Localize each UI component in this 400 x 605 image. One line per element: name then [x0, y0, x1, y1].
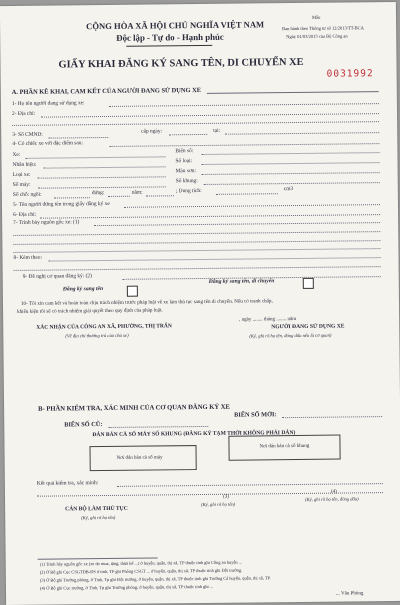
registered-owner-label: 5- Tên người đứng tên trong giấy đăng ký xe — [12, 200, 110, 208]
commitment-line-2: khiếu kiện tôi sẽ có trách nhiệm giải quyết theo quy định của pháp luật. — [17, 307, 163, 315]
registered-address-label: 6- Địa chỉ: — [13, 211, 37, 218]
frame-number-label: Số khung: — [175, 178, 198, 185]
transfer-option-label: Đăng ký sang tên — [62, 286, 104, 293]
new-plate-field[interactable] — [282, 416, 382, 418]
police-confirmation-note: (Về địa chỉ thường trú của chủ xe) — [65, 332, 129, 339]
footnote-rule — [38, 557, 158, 559]
transfer-move-checkbox[interactable] — [303, 278, 314, 289]
seats-sitting-label: Số chỗ: ngồi: — [12, 191, 42, 198]
id-issued-place-label: tại: — [213, 127, 221, 134]
seats-sitting-field[interactable] — [54, 197, 90, 198]
address-field[interactable] — [41, 113, 379, 118]
section-a-heading: A. PHẦN KÊ KHAI, CAM KẾT CỦA NGƯỜI ĐANG SỬ DỤNG XE — [11, 86, 201, 96]
brand-field[interactable] — [44, 166, 166, 168]
origin-label: 7- Trình bày nguồn gốc xe: (1) — [13, 219, 80, 226]
brand-label: Nhãn hiệu: — [12, 161, 37, 168]
footnote-5: ... Văn Phòng — [336, 591, 364, 597]
attachments-field[interactable] — [49, 257, 381, 261]
officer-note: (Ký, ghi rõ họ tên) — [81, 514, 116, 521]
police-confirmation-title: XÁC NHẬN CỦA CÔNG AN XÃ, PHƯỜNG, THỊ TRẤN — [36, 323, 172, 331]
plate-field[interactable] — [201, 152, 379, 155]
id-issued-place-field[interactable] — [225, 132, 379, 135]
engine-capacity-field[interactable] — [216, 193, 278, 195]
serial-number: 0031992 — [326, 68, 374, 80]
footnote-3: (3) Ở Bộ ghi Trưởng phòng, ở Tỉnh, Tp ghi Đội trưởng, ở huyện, quận, thị xã, TP thuộc tỉnh ghi Trưởng Cá huyện, quận, thị xã, TP. — [39, 575, 271, 583]
mark-4: (4) — [330, 489, 337, 495]
footnote-1: (1) Trình bày nguồn gốc xe (xe do mua, tặng, thừa kế ...) ở huyện, quận, thị xã, TP thuộc tỉnh ghi Công an huyện ... — [39, 559, 243, 567]
address-field-2[interactable] — [12, 121, 379, 126]
national-motto: Độc lập - Tự do - Hạnh phúc — [116, 31, 224, 43]
country-name: CỘNG HÒA XÃ HỘI CHỦ NGHĨA VIỆT NAM — [86, 19, 265, 32]
plate-label: Biển số: — [175, 148, 194, 155]
footnote-2: (2) Ở Bộ ghi Cục CSGTĐB-ĐS ở tỉnh, TP ghi Phòng CSGT ... ở huyện, quận, thị xã, TP thuộc tỉnh ghi Đội trưởng. — [39, 567, 243, 575]
frame-stencil-label: Nơi dán bản cà số khung — [259, 443, 310, 450]
circular-reference: Ban hành theo Thông tư số 12/2013/TT-BCA — [282, 25, 364, 32]
origin-field-2[interactable] — [13, 231, 380, 236]
vehicle-type-field[interactable] — [38, 176, 166, 178]
section-b-heading: B- PHẦN KIỂM TRA, XÁC MINH CỦA CƠ QUAN ĐĂNG KÝ XE — [38, 403, 230, 413]
paint-color-field[interactable] — [202, 172, 380, 175]
date-line: , ngày ........ tháng ........ năm — [239, 317, 297, 323]
request-label: 9- Đề nghị cơ quan đăng ký: (2) — [22, 273, 92, 280]
engine-capacity-label: ; Dung tích: — [175, 187, 202, 195]
attachments-field-2[interactable] — [14, 266, 381, 271]
form-title: GIẤY KHAI ĐĂNG KÝ SANG TÊN, DI CHUYỂN XE — [58, 56, 304, 71]
registered-owner-field[interactable] — [124, 204, 380, 208]
form-code: Mẫu — [311, 14, 321, 20]
seats-standing-field[interactable] — [108, 196, 130, 197]
engine-stencil-label: Nơi dán bản cà số máy — [116, 455, 163, 461]
engine-stencil-box[interactable] — [89, 445, 196, 471]
registration-form-page — [0, 2, 400, 605]
seats-lying-label: nằm: — [131, 189, 143, 196]
owner-name-field[interactable] — [109, 103, 379, 107]
stencil-title: ĐÁN BẢN CÀ SỐ MÁY SỐ KHUNG (ĐĂNG KÝ TẠM THỜI KHÔNG PHẢI DÁN) — [92, 430, 296, 439]
commitment-line-1: 10- Tôi xin cam kết và hoàn toàn chịu trách nhiệm trước pháp luật về xe làm thủ tục sang tên di chuyển. Nếu có tranh chấp, — [20, 298, 273, 307]
vehicle-field[interactable] — [25, 156, 165, 158]
vehicle-details-field[interactable] — [109, 143, 379, 147]
old-plate-field[interactable] — [108, 426, 208, 428]
engine-number-label: Số máy: — [12, 181, 31, 188]
vehicle-type-label: Loại xe: — [12, 171, 31, 178]
origin-field-4[interactable] — [13, 248, 380, 253]
seats-standing-label: đứng: — [91, 190, 105, 197]
footnote-4: (4) Ở Bộ ghi Cục trưởng, ở Tỉnh, Tp ghi Trưởng phòng, ở huyện, quận, thị xã, TP thuộc tỉnh ghi ... — [39, 583, 214, 591]
verification-result-field[interactable] — [117, 483, 383, 487]
officer-title: CÁN BỘ LÀM THỦ TỤC — [65, 505, 128, 513]
id-card-field[interactable] — [48, 137, 108, 139]
transfer-move-option-label: Đăng ký sang tên, di chuyển — [208, 278, 275, 285]
section-a-rule — [207, 91, 379, 94]
circular-date: Ngày 01/03/2013 của Bộ Công an — [286, 33, 348, 40]
frame-number-field[interactable] — [204, 182, 380, 185]
mark-3: (3) — [223, 494, 229, 500]
verification-result-label: Kết quả kiểm tra, xác minh: — [36, 480, 99, 487]
signer-note: (Ký, ghi rõ họ tên, đóng dấu nếu là cơ quan) — [249, 332, 332, 339]
old-plate-label: BIỂN SỐ CŨ: — [64, 421, 103, 429]
capacity-unit: cm3 — [283, 186, 294, 193]
model-field[interactable] — [202, 162, 380, 165]
mark-4-note: (Ký, ghi rõ họ tên, đóng dấu) — [305, 496, 359, 502]
paint-color-label: Màu sơn: — [175, 168, 197, 175]
model-label: Số loại: — [175, 158, 193, 165]
signer-title: NGƯỜI ĐANG SỬ DỤNG XE — [271, 323, 345, 331]
motto-underline — [126, 45, 212, 47]
origin-field[interactable] — [94, 222, 380, 226]
frame-stencil-box[interactable] — [228, 435, 340, 461]
owner-name-label: 1- Họ tên người đang sử dụng xe: — [11, 100, 85, 107]
transfer-checkbox[interactable] — [127, 286, 138, 297]
address-label: 2- Địa chỉ: — [11, 110, 36, 117]
origin-field-3[interactable] — [13, 240, 380, 245]
vehicle-details-label: 4- Có chiếc xe với đặc điểm sau: — [12, 140, 84, 147]
registered-address-field[interactable] — [40, 214, 380, 219]
id-card-label: 3- Số CMND: — [12, 131, 43, 138]
attachments-label: 8- Kèm theo: — [13, 254, 42, 261]
id-issued-date-field[interactable] — [169, 134, 207, 135]
mark-3-note: (Ký, ghi rõ họ tên) — [201, 501, 236, 508]
engine-number-field[interactable] — [38, 186, 166, 188]
vehicle-label: Xe: — [12, 151, 21, 158]
id-issued-date-label: cấp ngày: — [141, 128, 163, 135]
seats-lying-field[interactable] — [146, 195, 174, 196]
new-plate-label: BIỂN SỐ MỚI: — [234, 411, 277, 419]
